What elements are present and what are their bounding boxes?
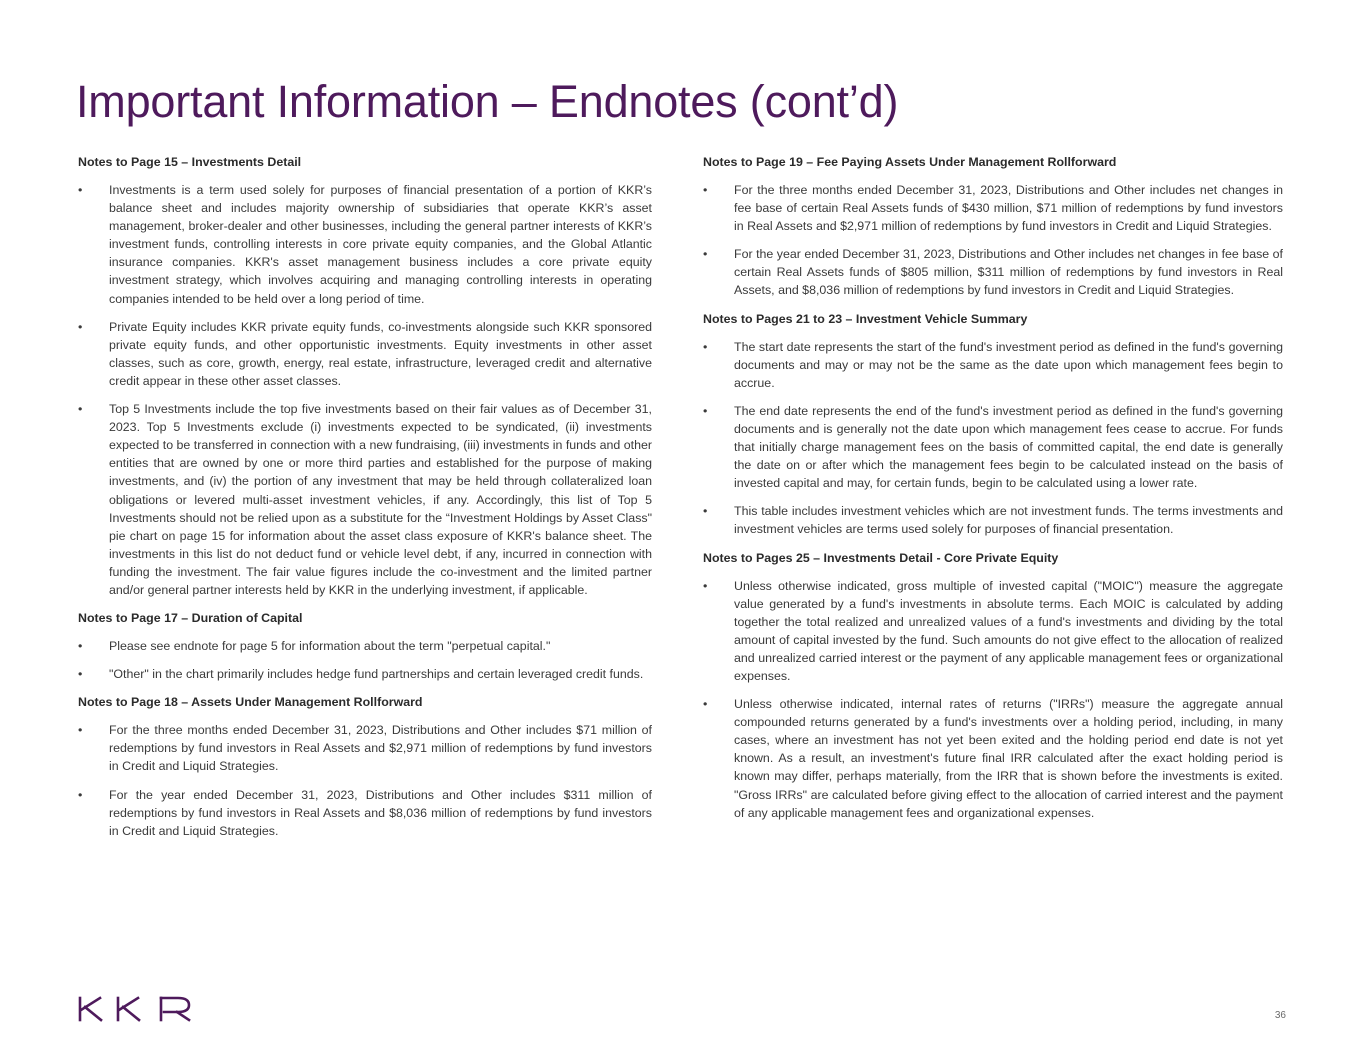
section-heading: Notes to Pages 21 to 23 – Investment Vehicle Summary — [703, 311, 1028, 326]
note-item — [703, 577, 1283, 686]
note-text: Private Equity includes KKR private equity funds, co-investments alongside such KKR sponsored private equity funds, and other opportunistic investments. Equity investments in other asset classes, such as core, growth, energy, real estate, infrastructure, leveraged credit and alternative credit appear in these other asset classes. — [109, 319, 652, 388]
note-item — [703, 402, 1283, 492]
note-text: The end date represents the end of the fund's investment period as defined in the fund's governing documents and is generally not the date upon which management fees cease to accrue. For funds that initially charge management fees on the basis of committed capital, the end date is generally the date on or after which the management fees begin to be calculated instead on the basis of invested capital and may, for certain funds, begin to be calculated using a lower rate. — [734, 403, 1283, 491]
note-item — [78, 786, 652, 840]
note-text: For the three months ended December 31, 2023, Distributions and Other includes $71 million of redemptions by fund investors in Real Assets and $2,971 million of redemptions by fund investors in Credit and Liquid Strategies. — [109, 723, 652, 774]
left-column — [78, 153, 652, 850]
right-column — [703, 153, 1283, 832]
bullet-icon: • — [78, 639, 83, 654]
bullet-icon: • — [703, 403, 708, 418]
kkr-logo — [78, 995, 194, 1023]
note-text: Top 5 Investments include the top five investments based on their fair values as of December 31, 2023. Top 5 Investments exclude (i) investments expected to be syndicated, (ii) investments expected to be transferred in connection with a new fundraising, (iii) investments in funds and other entities that are owned by one or more third parties and established for the purpose of making investments, and (iv) the portion of any investment that may be held through collateralized loan obligations or levered multi-asset investment vehicles, if any. Accordingly, this list of Top 5 Investments should not be relied upon as a substitute for the “Investment Holdings by Asset Class" pie chart on page 15 for information about the asset class exposure of KKR's balance sheet. The investments in this list do not deduct fund or vehicle level debt, if any, incurred in connection with funding the investment. The fair value figures include the co-investment and the limited partner and/or general partner interests held by KKR in the underlying investment, if applicable. — [109, 402, 652, 597]
note-item — [78, 181, 652, 308]
note-text: Unless otherwise indicated, internal rates of returns ("IRRs") measure the aggregate annual compounded returns generated by a fund's investments over a holding period, including, in many cases, where an investment has not yet been exited and the holding period end date is not yet known. As a result, an investment's future final IRR calculated after the exact holding period is known may differ, perhaps materially, from the IRR that is shown before the investments is exited. "Gross IRRs" are calculated before giving effect to the allocation of carried interest and the payment of any applicable management fees and organizational expenses. — [734, 697, 1283, 820]
section-heading: Notes to Page 17 – Duration of Capital — [78, 611, 303, 626]
note-item — [703, 245, 1283, 299]
note-item — [78, 637, 652, 655]
bullet-icon: • — [703, 247, 708, 262]
note-item — [703, 695, 1283, 822]
note-text: This table includes investment vehicles which are not investment funds. The terms investments and investment vehicles are terms used solely for purposes of financial presentation. — [734, 504, 1283, 537]
bullet-icon: • — [78, 723, 83, 738]
bullet-icon: • — [703, 504, 708, 519]
bullet-icon: • — [703, 183, 708, 197]
bullet-icon: • — [703, 697, 708, 712]
note-item — [78, 665, 652, 683]
bullet-icon: • — [703, 578, 708, 593]
bullet-icon: • — [78, 183, 83, 197]
section-heading: Notes to Pages 25 – Investments Detail - Core Private Equity — [703, 550, 1059, 565]
bullet-icon: • — [703, 339, 708, 354]
note-item — [703, 181, 1283, 235]
bullet-icon: • — [78, 319, 83, 334]
note-text: For the year ended December 31, 2023, Distributions and Other includes $311 million of redemptions by fund investors in Real Assets and $8,036 million of redemptions by fund investors in Credit and Liquid Strategies. — [109, 787, 652, 838]
note-text: Unless otherwise indicated, gross multiple of invested capital ("MOIC") measure the aggregate value generated by a fund's investments in absolute terms. Each MOIC is calculated by adding together the total realized and unrealized values of a fund's investments and dividing by the total amount of capital invested by the fund. Such amounts do not give effect to the allocation of realized and unrealized carried interest or the payment of any applicable management fees or organizational expenses. — [734, 578, 1283, 683]
section-heading: Notes to Page 19 – Fee Paying Assets Under Management Rollforward — [703, 155, 1117, 169]
page-number: 36 — [1274, 1010, 1286, 1021]
note-item — [703, 338, 1283, 392]
note-item — [78, 318, 652, 390]
note-text: Investments is a term used solely for purposes of financial presentation of a portion of KKR’s balance sheet and includes majority ownership of subsidiaries that operate KKR’s asset management, broker-dealer and other businesses, including the general partner interests of KKR’s investment funds, controlling interests in core private equity companies, and the Global Atlantic insurance companies. KKR's asset management business includes a core private equity investment strategy, which involves acquiring and managing controlling interests in operating companies intended to be held over a long period of time. — [109, 183, 652, 306]
note-text: The start date represents the start of the fund's investment period as defined in the fund's governing documents and may or may not be the same as the date upon which management fees begin to accrue. — [734, 339, 1283, 390]
note-text: For the year ended December 31, 2023, Distributions and Other includes net changes in fee base of certain Real Assets funds of $805 million, $311 million of redemptions by fund investors in Real Assets, and $8,036 million of redemptions by fund investors in Credit and Liquid Strategies. — [734, 247, 1283, 298]
section-heading: Notes to Page 18 – Assets Under Management Rollforward — [78, 695, 423, 710]
note-item — [703, 502, 1283, 538]
note-item — [78, 400, 652, 599]
note-item — [78, 721, 652, 775]
bullet-icon: • — [78, 787, 83, 802]
page-title: Important Information – Endnotes (cont’d) — [76, 76, 899, 127]
note-text: Please see endnote for page 5 for information about the term "perpetual capital." — [109, 639, 551, 654]
section-heading: Notes to Page 15 – Investments Detail — [78, 155, 302, 169]
bullet-icon: • — [78, 402, 83, 417]
note-text: "Other" in the chart primarily includes hedge fund partnerships and certain leveraged credit funds. — [109, 667, 644, 682]
note-text: For the three months ended December 31, 2023, Distributions and Other includes net changes in fee base of certain Real Assets funds of $430 million, $71 million of redemptions by fund investors in Real Assets and $2,971 million of redemptions by fund investors in Credit and Liquid Strategies. — [734, 183, 1283, 234]
bullet-icon: • — [78, 667, 83, 682]
